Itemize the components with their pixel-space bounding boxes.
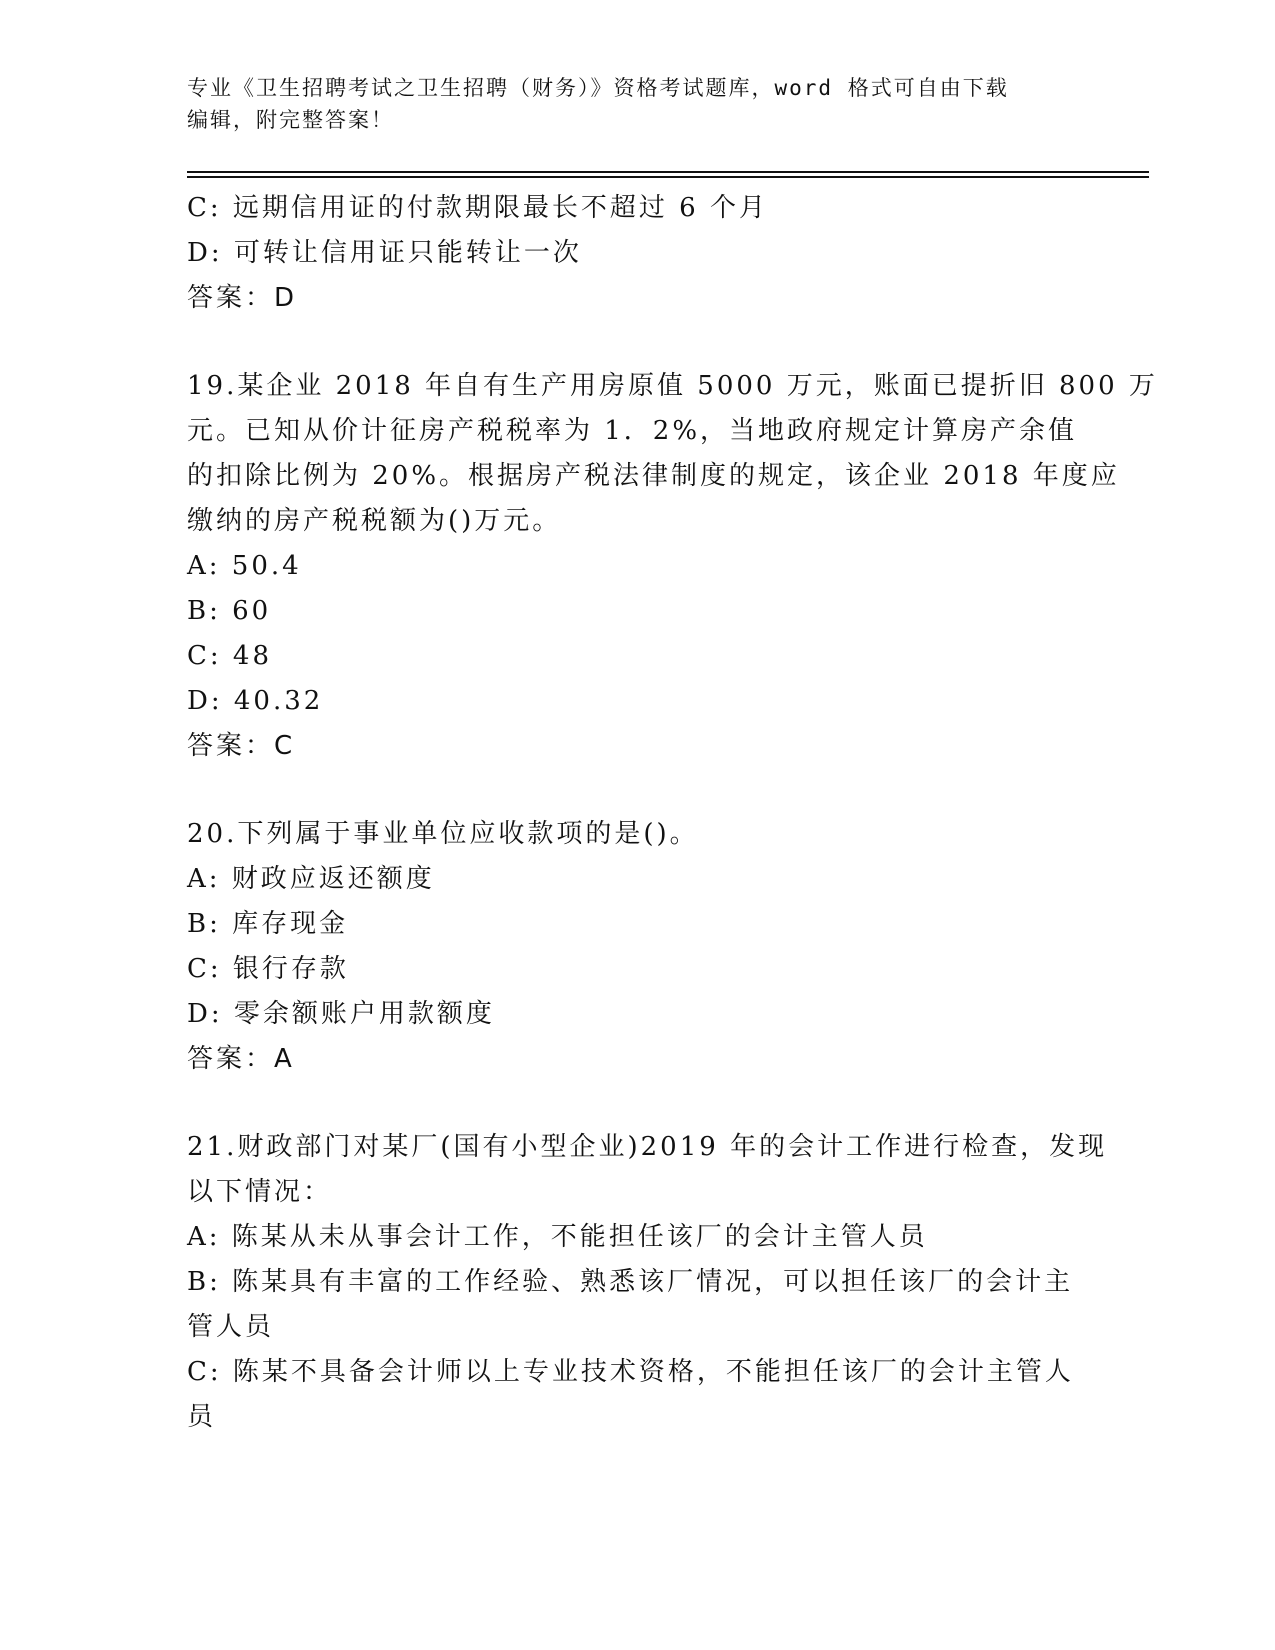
question-21 bbox=[187, 1125, 1108, 1440]
option-d: D: 可转让信用证只能转让一次 bbox=[187, 238, 582, 268]
option-b: B: 库存现金 bbox=[187, 909, 349, 939]
option-c-continued: 员 bbox=[187, 1402, 217, 1432]
option-c: C: 陈某不具备会计师以上专业技术资格，不能担任该厂的会计主管人 bbox=[187, 1357, 1074, 1387]
answer-line: 答案：D bbox=[187, 283, 298, 313]
answer-line: 答案：A bbox=[187, 1044, 295, 1074]
option-b-continued: 管人员 bbox=[187, 1312, 275, 1342]
option-b: B: 60 bbox=[187, 596, 272, 626]
header-line-1: 专业《卫生招聘考试之卫生招聘（财务）》资格考试题库，word 格式可自由下载 bbox=[187, 76, 1009, 100]
question-text-line: 21.财政部门对某厂(国有小型企业)2019 年的会计工作进行检查，发现 bbox=[187, 1132, 1108, 1162]
header-line-2: 编辑，附完整答案！ bbox=[187, 108, 394, 132]
question-text-line: 19.某企业 2018 年自有生产用房原值 5000 万元，账面已提折旧 800 万 bbox=[187, 371, 1158, 401]
answer-line: 答案：C bbox=[187, 731, 296, 761]
question-text-line: 的扣除比例为 20%。根据房产税法律制度的规定，该企业 2018 年度应 bbox=[187, 461, 1120, 491]
header-divider-bottom bbox=[187, 176, 1149, 178]
option-c: C: 远期信用证的付款期限最长不超过 6 个月 bbox=[187, 193, 768, 223]
question-19 bbox=[187, 364, 1158, 769]
option-b: B: 陈某具有丰富的工作经验、熟悉该厂情况，可以担任该厂的会计主 bbox=[187, 1267, 1074, 1297]
option-a: A: 财政应返还额度 bbox=[187, 864, 435, 894]
previous-question bbox=[187, 186, 1092, 321]
option-a: A: 陈某从未从事会计工作，不能担任该厂的会计主管人员 bbox=[187, 1222, 928, 1252]
option-c: C: 48 bbox=[187, 641, 273, 671]
document-header bbox=[187, 72, 1087, 136]
question-text-line: 元。已知从价计征房产税税率为 1．2%，当地政府规定计算房产余值 bbox=[187, 416, 1078, 446]
header-divider-top bbox=[187, 171, 1149, 173]
question-content bbox=[187, 186, 1158, 1440]
option-d: D: 零余额账户用款额度 bbox=[187, 999, 495, 1029]
question-20 bbox=[187, 812, 1092, 1082]
option-c: C: 银行存款 bbox=[187, 954, 349, 984]
option-a: A: 50.4 bbox=[187, 551, 302, 581]
option-d: D: 40.32 bbox=[187, 686, 324, 716]
question-text-line: 缴纳的房产税税额为()万元。 bbox=[187, 506, 562, 536]
question-text-line: 以下情况： bbox=[187, 1177, 333, 1207]
question-text-line: 20.下列属于事业单位应收款项的是()。 bbox=[187, 819, 699, 849]
